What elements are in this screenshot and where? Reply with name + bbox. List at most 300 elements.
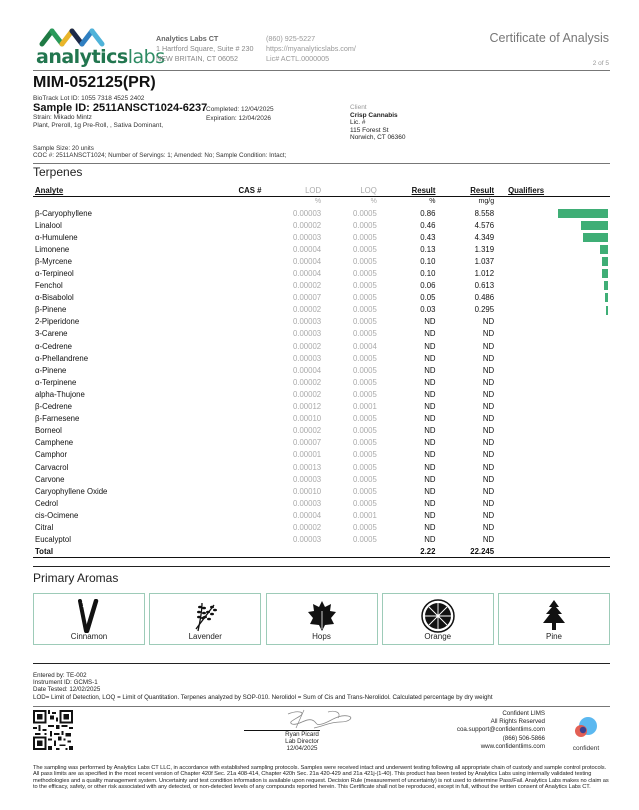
lab-contact: [266, 34, 356, 64]
lab-phone: (860) 925-5227: [266, 34, 316, 43]
lod-cell: 0.00003: [292, 474, 322, 484]
loq-cell: 0.0004: [352, 341, 377, 351]
analyte-cell: 2-Piperidone: [35, 317, 80, 327]
bar-cell: [546, 401, 610, 413]
instrument-id: Instrument ID: GCMS-1: [33, 679, 98, 687]
table-row: [33, 255, 610, 267]
dates: [206, 106, 274, 123]
result-pct-cell: ND: [424, 462, 436, 472]
table-row: [33, 437, 610, 449]
total-cas: [202, 546, 264, 558]
result-mgg-cell: 0.613: [474, 281, 495, 291]
col-qualifiers: Qualifiers: [496, 186, 546, 196]
bar-cell: [546, 219, 610, 231]
result-bar: [558, 209, 608, 218]
header-divider: [33, 70, 610, 71]
bar-cell: [546, 328, 610, 340]
lod-cell: 0.00012: [292, 402, 322, 412]
product-id: MIM-052125(PR): [33, 74, 156, 91]
result-pct-cell: ND: [424, 510, 436, 520]
cas-cell: [202, 534, 264, 546]
analyte-cell: β-Caryophyllene: [35, 208, 92, 218]
client-block: [350, 104, 406, 142]
analyte-cell: Carvacrol: [35, 462, 69, 472]
terpenes-table: [33, 186, 610, 558]
bar-cell: [546, 388, 610, 400]
loq-cell: 0.0001: [352, 510, 377, 520]
analyte-cell: Cedrol: [35, 498, 58, 508]
result-mgg-cell: ND: [482, 462, 495, 472]
lod-cell: 0.00003: [292, 317, 322, 327]
qr-code-icon[interactable]: [33, 710, 73, 750]
analyte-cell: Borneol: [35, 426, 62, 436]
table-row: [33, 267, 610, 279]
loq-cell: 0.0005: [352, 389, 377, 399]
loq-cell: 0.0005: [352, 281, 377, 291]
result-pct-cell: ND: [424, 317, 436, 327]
loq-cell: 0.0005: [352, 269, 377, 279]
bar-cell: [546, 304, 610, 316]
qualifiers-cell: [496, 207, 546, 219]
unit-mgg: mg/g: [478, 198, 495, 206]
cas-cell: [202, 255, 264, 267]
sample-size: Sample Size: 20 units: [33, 145, 94, 152]
date-tested: Date Tested: 12/02/2025: [33, 686, 101, 694]
disclaimer: The sampling was performed by Analytics Labs CT LLC, in accordance with established sampling protocols. Samples were received intact and underwent testing following all appropriate chain of custody and sample control protocols. All pass limits are as specified in the most recent version of Chapter 420f Sec. 21a 408-414, Chapter 420h Sec. 21a 420-429 and 21a 421j-(1-40). This product has been tested by Analytics Labs using internally validated testing methodologies and a quality management system. Uncertainty and test condition information is available upon request. Decision Rule (measurement of uncertainty) is not used to determine Pass/Fail. Analytics Labs makes no claim as to the efficacy, safety, or other risk associated with any detected, or non-detected levels of any compounds reported herein. This Certificate shall not be reproduced, except in full, without the written consent of Analytics Labs CT.: [33, 765, 609, 790]
sample-divider: [33, 163, 610, 164]
result-mgg-cell: ND: [482, 317, 495, 327]
loq-cell: 0.0005: [352, 232, 377, 242]
qualifiers-cell: [496, 243, 546, 255]
total-bar: [546, 546, 610, 558]
lims-email[interactable]: coa.support@confidentlims.com: [456, 726, 545, 734]
table-row: [33, 461, 610, 473]
bar-cell: [546, 509, 610, 521]
aroma-card-hops: [266, 593, 378, 645]
bar-cell: [546, 461, 610, 473]
lod-cell: 0.00002: [292, 281, 322, 291]
loq-cell: 0.0005: [352, 293, 377, 303]
table-row: [33, 485, 610, 497]
col-result-pct: Result: [379, 186, 438, 196]
loq-cell: 0.0005: [352, 450, 377, 460]
lod-cell: 0.00003: [292, 232, 322, 242]
analyte-cell: α-Terpineol: [35, 269, 74, 279]
bar-cell: [546, 534, 610, 546]
pine-icon: [541, 599, 567, 633]
cas-cell: [202, 364, 264, 376]
lod-cell: 0.00002: [292, 220, 322, 230]
loq-cell: 0.0005: [352, 208, 377, 218]
result-pct-cell: ND: [424, 377, 436, 387]
lab-license: Lic# ACTL.0000005: [266, 54, 330, 63]
loq-cell: 0.0005: [352, 535, 377, 545]
result-mgg-cell: 0.486: [474, 293, 495, 303]
qualifiers-cell: [496, 328, 546, 340]
result-mgg-cell: ND: [482, 389, 495, 399]
qualifiers-cell: [496, 388, 546, 400]
analyte-cell: β-Cedrene: [35, 402, 72, 412]
aromas-divider-bottom: [33, 663, 610, 664]
sample-size-block: [33, 145, 286, 159]
table-row: [33, 352, 610, 364]
qualifiers-cell: [496, 304, 546, 316]
bar-cell: [546, 292, 610, 304]
result-mgg-cell: ND: [482, 414, 495, 424]
orange-icon: [420, 599, 456, 635]
qualifiers-cell: [496, 497, 546, 509]
result-pct-cell: ND: [424, 329, 436, 339]
analyte-cell: Camphene: [35, 438, 74, 448]
lims-url[interactable]: www.confidentlims.com: [480, 742, 545, 750]
table-row: [33, 401, 610, 413]
result-pct-cell: 0.86: [420, 208, 436, 218]
cas-cell: [202, 388, 264, 400]
result-pct-cell: 0.46: [420, 220, 436, 230]
analyte-cell: α-Bisabolol: [35, 293, 74, 303]
lab-address-2: NEW BRITAIN, CT 06052: [156, 54, 239, 63]
strain-info: [33, 114, 163, 130]
cas-cell: [202, 280, 264, 292]
total-loq: [323, 546, 379, 558]
table-row: [33, 388, 610, 400]
aroma-label: Orange: [424, 632, 452, 641]
lod-cell: 0.00004: [292, 244, 322, 254]
cas-cell: [202, 231, 264, 243]
lod-cell: 0.00002: [292, 389, 322, 399]
biotrack-lot-id: BioTrack Lot ID: 1055 7318 4525 2402: [33, 95, 145, 102]
analyte-cell: α-Humulene: [35, 232, 78, 242]
lod-cell: 0.00010: [292, 414, 322, 424]
result-pct-cell: 0.43: [420, 232, 436, 242]
lod-cell: 0.00007: [292, 438, 322, 448]
result-pct-cell: ND: [424, 438, 436, 448]
result-pct-cell: ND: [424, 389, 436, 399]
result-mgg-cell: ND: [482, 474, 495, 484]
analyte-cell: Citral: [35, 522, 54, 532]
logo-wordmark: [36, 46, 165, 68]
legend-note: LOD= Limit of Detection, LOQ = Limit of Quantitation. Terpenes analyzed by SOP-010. Nerolidol = Sum of Cis and Trans-Nerolidol. Calculated percentage by dry weight: [33, 693, 493, 701]
col-bar: [546, 186, 610, 196]
lod-cell: 0.00003: [292, 329, 322, 339]
bar-cell: [546, 267, 610, 279]
table-row: [33, 534, 610, 546]
completed-date: Completed: 12/04/2025: [206, 106, 274, 113]
page-number: 2 of 5: [592, 60, 609, 67]
total-row: [33, 546, 610, 558]
table-row: [33, 473, 610, 485]
hops-icon: [307, 599, 337, 633]
lod-cell: 0.00003: [292, 498, 322, 508]
qualifiers-cell: [496, 364, 546, 376]
table-row: [33, 207, 610, 219]
analyte-cell: α-Phellandrene: [35, 353, 89, 363]
result-pct-cell: 0.05: [420, 293, 436, 303]
table-row: [33, 413, 610, 425]
qualifiers-cell: [496, 461, 546, 473]
result-pct-cell: ND: [424, 522, 436, 532]
result-mgg-cell: ND: [482, 510, 495, 520]
cas-cell: [202, 413, 264, 425]
qualifiers-cell: [496, 267, 546, 279]
signature-icon: [284, 708, 360, 730]
table-row: [33, 231, 610, 243]
aroma-card-cinnamon: [33, 593, 145, 645]
cas-cell: [202, 207, 264, 219]
result-pct-cell: ND: [424, 353, 436, 363]
aromas-list: [33, 593, 610, 645]
bar-cell: [546, 437, 610, 449]
result-bar: [605, 293, 608, 302]
loq-cell: 0.0005: [352, 426, 377, 436]
result-pct-cell: 0.13: [420, 244, 436, 254]
lab-address-1: 1 Hartford Square, Suite # 230: [156, 44, 254, 53]
lod-cell: 0.00003: [292, 208, 322, 218]
result-mgg-cell: 4.349: [474, 232, 495, 242]
cas-cell: [202, 304, 264, 316]
result-pct-cell: ND: [424, 341, 436, 351]
lod-cell: 0.00001: [292, 450, 322, 460]
lod-cell: 0.00004: [292, 510, 322, 520]
result-bar: [604, 281, 608, 290]
cas-cell: [202, 328, 264, 340]
cas-cell: [202, 521, 264, 533]
table-row: [33, 304, 610, 316]
bar-cell: [546, 376, 610, 388]
lab-name: Analytics Labs CT: [156, 34, 219, 43]
unit-loq: %: [370, 198, 377, 206]
result-bar: [583, 233, 608, 242]
qualifiers-cell: [496, 255, 546, 267]
client-address-2: Norwich, CT 06360: [350, 134, 406, 141]
result-mgg-cell: 1.319: [474, 244, 495, 254]
analyte-cell: Caryophyllene Oxide: [35, 486, 108, 496]
result-mgg-cell: ND: [482, 341, 495, 351]
lod-cell: 0.00002: [292, 377, 322, 387]
analyte-cell: β-Pinene: [35, 305, 67, 315]
col-loq: LOQ: [323, 186, 379, 196]
result-bar: [602, 269, 608, 278]
qualifiers-cell: [496, 316, 546, 328]
result-pct-cell: 0.10: [420, 256, 436, 266]
analyte-cell: Fenchol: [35, 281, 63, 291]
result-mgg-cell: ND: [482, 426, 495, 436]
unit-pct: %: [429, 198, 436, 206]
analyte-cell: Carvone: [35, 474, 65, 484]
qualifiers-cell: [496, 292, 546, 304]
table-row: [33, 497, 610, 509]
analyte-cell: α-Cedrene: [35, 341, 73, 351]
client-name: Crisp Cannabis: [350, 111, 398, 119]
analyte-cell: β-Myrcene: [35, 256, 72, 266]
qualifiers-cell: [496, 352, 546, 364]
qualifiers-cell: [496, 401, 546, 413]
bar-cell: [546, 280, 610, 292]
col-cas: CAS #: [202, 186, 264, 196]
confident-logo-text: confident: [572, 745, 600, 752]
lod-cell: 0.00013: [292, 462, 322, 472]
lims-name: Confident LIMS: [502, 710, 545, 717]
result-mgg-cell: 1.012: [474, 269, 495, 279]
lims-phone: (866) 506-5866: [502, 734, 545, 742]
table-row: [33, 316, 610, 328]
result-pct-cell: ND: [424, 535, 436, 545]
bar-cell: [546, 413, 610, 425]
bar-cell: [546, 425, 610, 437]
aroma-card-lavender: [149, 593, 261, 645]
unit-lod: %: [314, 198, 322, 206]
signer-name: Ryan Picard: [285, 731, 319, 738]
table-row: [33, 425, 610, 437]
loq-cell: 0.0005: [352, 474, 377, 484]
cas-cell: [202, 316, 264, 328]
result-mgg-cell: ND: [482, 365, 495, 375]
loq-cell: 0.0005: [352, 522, 377, 532]
qualifiers-cell: [496, 219, 546, 231]
table-row: [33, 521, 610, 533]
bar-cell: [546, 449, 610, 461]
analyte-cell: Eucalyptol: [35, 535, 71, 545]
signer-date: 12/04/2025: [286, 745, 318, 753]
loq-cell: 0.0005: [352, 486, 377, 496]
loq-cell: 0.0005: [352, 414, 377, 424]
bar-cell: [546, 352, 610, 364]
qualifiers-cell: [496, 413, 546, 425]
signer-block: [244, 731, 360, 753]
total-lod: [263, 546, 323, 558]
qualifiers-cell: [496, 376, 546, 388]
result-mgg-cell: ND: [482, 486, 495, 496]
result-mgg-cell: ND: [482, 402, 495, 412]
test-meta: [33, 672, 493, 701]
total-pct: 2.22: [379, 546, 438, 558]
analyte-cell: Limonene: [35, 244, 70, 254]
qualifiers-cell: [496, 485, 546, 497]
qualifiers-cell: [496, 425, 546, 437]
bar-cell: [546, 340, 610, 352]
table-row: [33, 219, 610, 231]
bar-cell: [546, 255, 610, 267]
lod-cell: 0.00002: [292, 305, 322, 315]
aroma-card-pine: [498, 593, 610, 645]
qualifiers-cell: [496, 521, 546, 533]
result-pct-cell: ND: [424, 426, 436, 436]
result-mgg-cell: ND: [482, 450, 495, 460]
aroma-label: Hops: [312, 632, 331, 641]
result-pct-cell: ND: [424, 414, 436, 424]
aromas-title: Primary Aromas: [33, 571, 119, 585]
loq-cell: 0.0005: [352, 462, 377, 472]
bar-cell: [546, 521, 610, 533]
cas-cell: [202, 461, 264, 473]
analyte-cell: Linalool: [35, 220, 62, 230]
result-pct-cell: ND: [424, 365, 436, 375]
lod-cell: 0.00004: [292, 256, 322, 266]
loq-cell: 0.0005: [352, 377, 377, 387]
result-pct-cell: 0.03: [420, 305, 436, 315]
loq-cell: 0.0005: [352, 365, 377, 375]
loq-cell: 0.0005: [352, 317, 377, 327]
client-label: Client: [350, 104, 367, 111]
total-qualifiers: [496, 546, 546, 558]
bar-cell: [546, 207, 610, 219]
lab-info: [156, 34, 254, 64]
qualifiers-cell: [496, 509, 546, 521]
cas-cell: [202, 449, 264, 461]
terpenes-title: Terpenes: [33, 165, 83, 179]
result-bar: [600, 245, 608, 254]
result-pct-cell: ND: [424, 450, 436, 460]
qualifiers-cell: [496, 231, 546, 243]
aroma-label: Pine: [545, 632, 562, 641]
client-license: Lic. #: [350, 119, 366, 126]
result-mgg-cell: ND: [482, 498, 495, 508]
col-lod: LOD: [263, 186, 323, 196]
sample-id: Sample ID: 2511ANSCT1024-6237: [33, 102, 208, 114]
result-pct-cell: ND: [424, 486, 436, 496]
cas-cell: [202, 219, 264, 231]
bar-cell: [546, 485, 610, 497]
analyte-cell: β-Farnesene: [35, 414, 80, 424]
result-mgg-cell: 4.576: [474, 220, 495, 230]
result-pct-cell: 0.06: [420, 281, 436, 291]
cinnamon-icon: [74, 599, 104, 633]
result-pct-cell: ND: [424, 498, 436, 508]
loq-cell: 0.0005: [352, 438, 377, 448]
lod-cell: 0.00002: [292, 341, 322, 351]
col-result-mgg: Result: [437, 186, 496, 196]
cas-cell: [202, 376, 264, 388]
bar-cell: [546, 497, 610, 509]
bar-cell: [546, 473, 610, 485]
cas-cell: [202, 473, 264, 485]
table-row: [33, 509, 610, 521]
loq-cell: 0.0001: [352, 402, 377, 412]
lims-block: [457, 710, 545, 751]
loq-cell: 0.0005: [352, 498, 377, 508]
signer-title: Lab Director: [285, 738, 319, 746]
lavender-icon: [188, 599, 222, 633]
document-title: Certificate of Analysis: [489, 31, 609, 45]
table-row: [33, 376, 610, 388]
analyte-cell: α-Pinene: [35, 365, 67, 375]
lod-cell: 0.00007: [292, 293, 322, 303]
cas-cell: [202, 401, 264, 413]
cas-cell: [202, 437, 264, 449]
cas-cell: [202, 509, 264, 521]
result-mgg-cell: ND: [482, 329, 495, 339]
analyte-cell: 3-Carene: [35, 329, 68, 339]
cas-cell: [202, 497, 264, 509]
loq-cell: 0.0005: [352, 244, 377, 254]
table-row: [33, 292, 610, 304]
lab-url[interactable]: https://myanalyticslabs.com/: [266, 44, 356, 53]
loq-cell: 0.0005: [352, 353, 377, 363]
qualifiers-cell: [496, 534, 546, 546]
logo-text-bold: analytics: [36, 46, 128, 68]
aroma-label: Cinnamon: [70, 632, 108, 641]
strain: Strain: Mikado Mintz: [33, 114, 92, 121]
table-row: [33, 280, 610, 292]
result-pct-cell: ND: [424, 402, 436, 412]
aromas-divider-top: [33, 566, 610, 567]
analyte-cell: alpha-Thujone: [35, 389, 85, 399]
lod-cell: 0.00003: [292, 535, 322, 545]
lod-cell: 0.00003: [292, 353, 322, 363]
cas-cell: [202, 243, 264, 255]
aroma-label: Lavender: [188, 632, 222, 641]
result-pct-cell: 0.10: [420, 269, 436, 279]
